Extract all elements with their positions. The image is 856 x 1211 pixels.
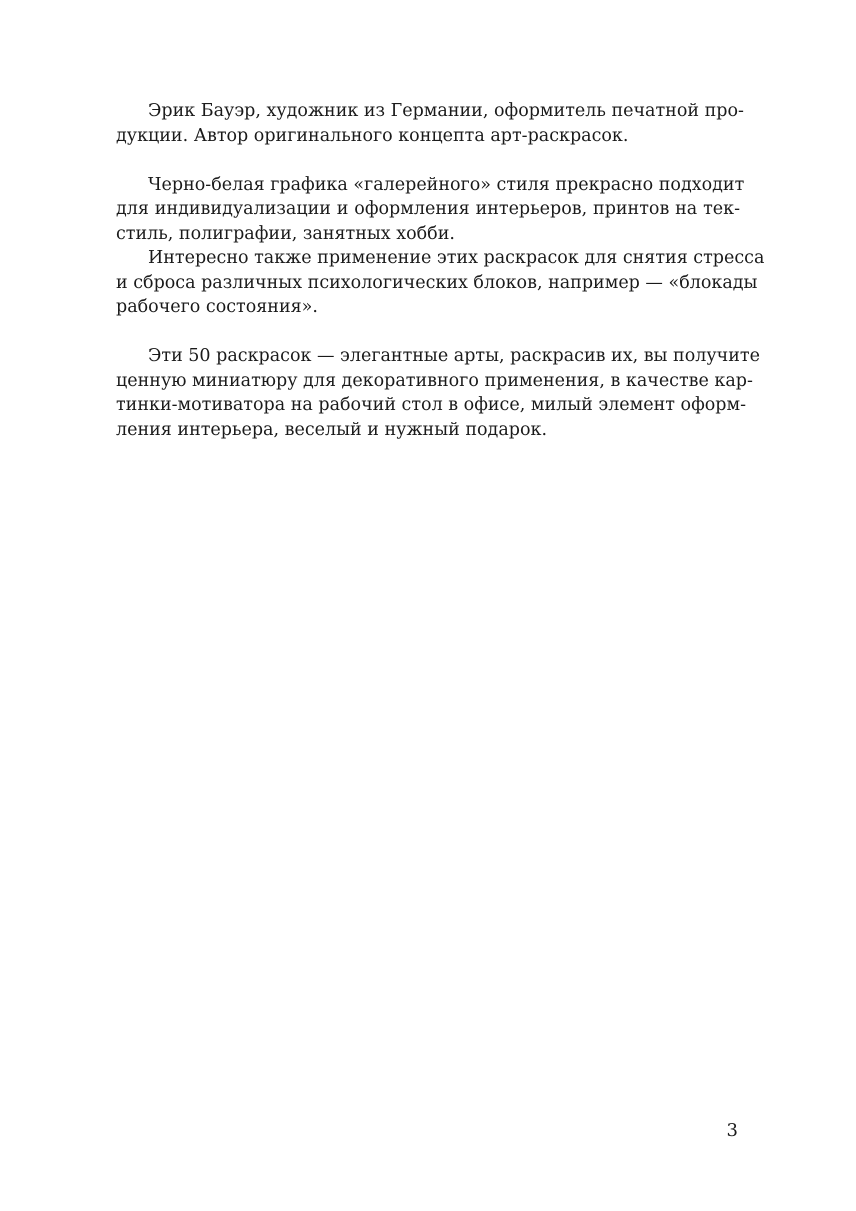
paragraph-line: стиль, полиграфии, занятных хобби. [116, 223, 455, 244]
paragraph-line: и сброса различных психологических блоков, например — «блокады [116, 272, 758, 293]
body-text [116, 99, 765, 442]
paragraph-gap [116, 320, 740, 345]
paragraph-line: Черно-белая графика «галерейного» стиля прекрасно подходит [148, 174, 745, 195]
paragraph-line: Эти 50 раскрасок — элегантные арты, раскрасив их, вы получите [148, 346, 760, 366]
paragraph-line: дукции. Автор оригинального концепта арт-раскрасок. [116, 125, 629, 146]
paragraph-gap [116, 148, 740, 173]
paragraph-author [116, 99, 744, 148]
paragraph-line: для индивидуализации и оформления интерьеров, принтов на тек- [116, 199, 740, 219]
paragraph-line: ценную миниатюру для декоративного применения, в качестве кар- [116, 370, 753, 391]
page-number: 3 [726, 1120, 738, 1141]
paragraph-line: тинки-мотиватора на рабочий стол в офисе, милый элемент оформ- [116, 395, 747, 415]
paragraph-coloring-books [116, 344, 760, 442]
paragraph-line: рабочего состояния». [116, 297, 318, 317]
paragraph-line: ления интерьера, веселый и нужный подарок. [116, 419, 548, 440]
paragraph-line: Интересно также применение этих раскрасок для снятия стресса [148, 248, 765, 268]
paragraph-stress [116, 246, 765, 320]
paragraph-line: Эрик Бауэр, художник из Германии, оформитель печатной про- [148, 101, 744, 121]
paragraph-graphics [116, 173, 745, 247]
